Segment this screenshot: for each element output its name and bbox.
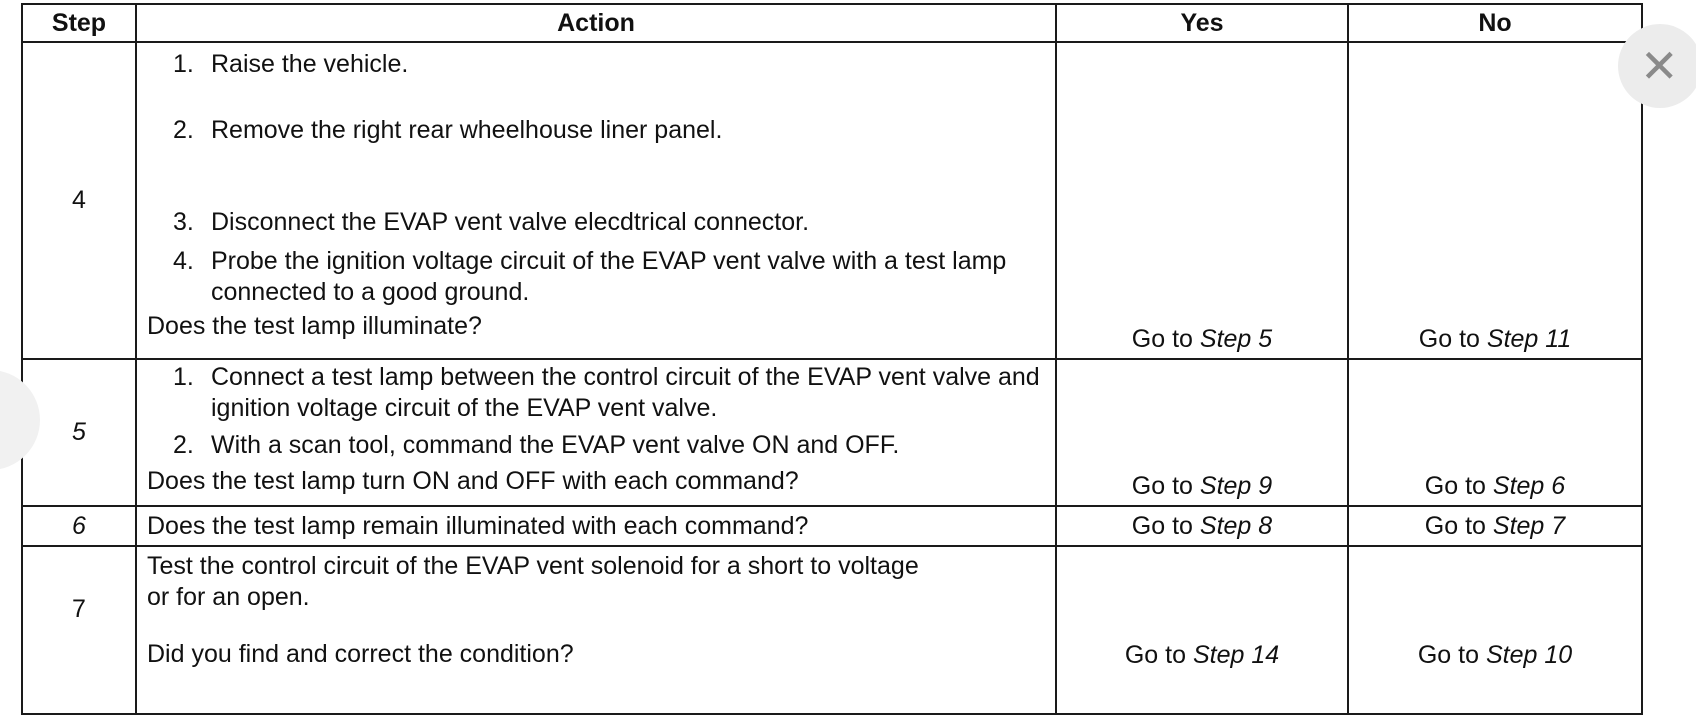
header-yes: Yes xyxy=(1056,4,1348,42)
yes-cell xyxy=(1056,359,1348,506)
no-cell xyxy=(1348,506,1642,546)
action-item: 3. Disconnect the EVAP vent valve elecdtrical connector. xyxy=(173,208,810,236)
action-cell xyxy=(136,359,1056,506)
table-row-step-6 xyxy=(22,506,1642,546)
table-row-step-4 xyxy=(22,42,1642,359)
close-viewer-button[interactable] xyxy=(1618,24,1696,108)
yes-goto: Go to Step 5 xyxy=(1131,325,1273,353)
yes-cell xyxy=(1056,42,1348,359)
action-cell xyxy=(136,42,1056,359)
yes-goto: Go to Step 14 xyxy=(1124,641,1280,669)
no-cell xyxy=(1348,546,1642,714)
header-row xyxy=(22,4,1642,42)
step-number: 7 xyxy=(22,546,136,714)
no-cell xyxy=(1348,359,1642,506)
yes-goto: Go to Step 8 xyxy=(1131,511,1273,540)
action-question: Does the test lamp illuminate? xyxy=(147,312,482,340)
no-goto: Go to Step 11 xyxy=(1418,325,1572,353)
header-no: No xyxy=(1348,4,1642,42)
no-goto: Go to Step 10 xyxy=(1417,641,1573,669)
action-text: Test the control circuit of the EVAP vent solenoid for a short to voltage or for an open. xyxy=(147,552,919,611)
action-item: 4. Probe the ignition voltage circuit of the EVAP vent valve with a test lamp connected to a good ground. xyxy=(173,247,1007,306)
table-row-step-7 xyxy=(22,546,1642,714)
action-question: Does the test lamp turn ON and OFF with each command? xyxy=(147,467,799,495)
action-question: Does the test lamp remain illuminated with each command? xyxy=(147,511,809,540)
no-goto: Go to Step 6 xyxy=(1424,472,1566,500)
action-item: 1. Raise the vehicle. xyxy=(173,50,409,78)
step-number: 4 xyxy=(22,42,136,359)
action-question: Did you find and correct the condition? xyxy=(147,640,574,668)
action-cell xyxy=(136,546,1056,714)
header-action: Action xyxy=(136,4,1056,42)
header-step: Step xyxy=(22,4,136,42)
step-number: 5 xyxy=(22,359,136,506)
action-item: 1. Connect a test lamp between the control circuit of the EVAP vent valve and ignition voltage circuit of the EVAP vent valve. xyxy=(173,363,1040,422)
close-icon: ✕ xyxy=(1640,39,1679,93)
action-cell xyxy=(136,506,1056,546)
action-item: 2. Remove the right rear wheelhouse liner panel. xyxy=(173,116,723,144)
yes-cell xyxy=(1056,506,1348,546)
diagnostic-table xyxy=(21,3,1643,715)
step-number: 6 xyxy=(22,506,136,546)
table-row-step-5 xyxy=(22,359,1642,506)
action-item: 2. With a scan tool, command the EVAP vent valve ON and OFF. xyxy=(173,431,900,459)
no-cell xyxy=(1348,42,1642,359)
yes-goto: Go to Step 9 xyxy=(1131,472,1273,500)
yes-cell xyxy=(1056,546,1348,714)
no-goto: Go to Step 7 xyxy=(1424,511,1566,540)
